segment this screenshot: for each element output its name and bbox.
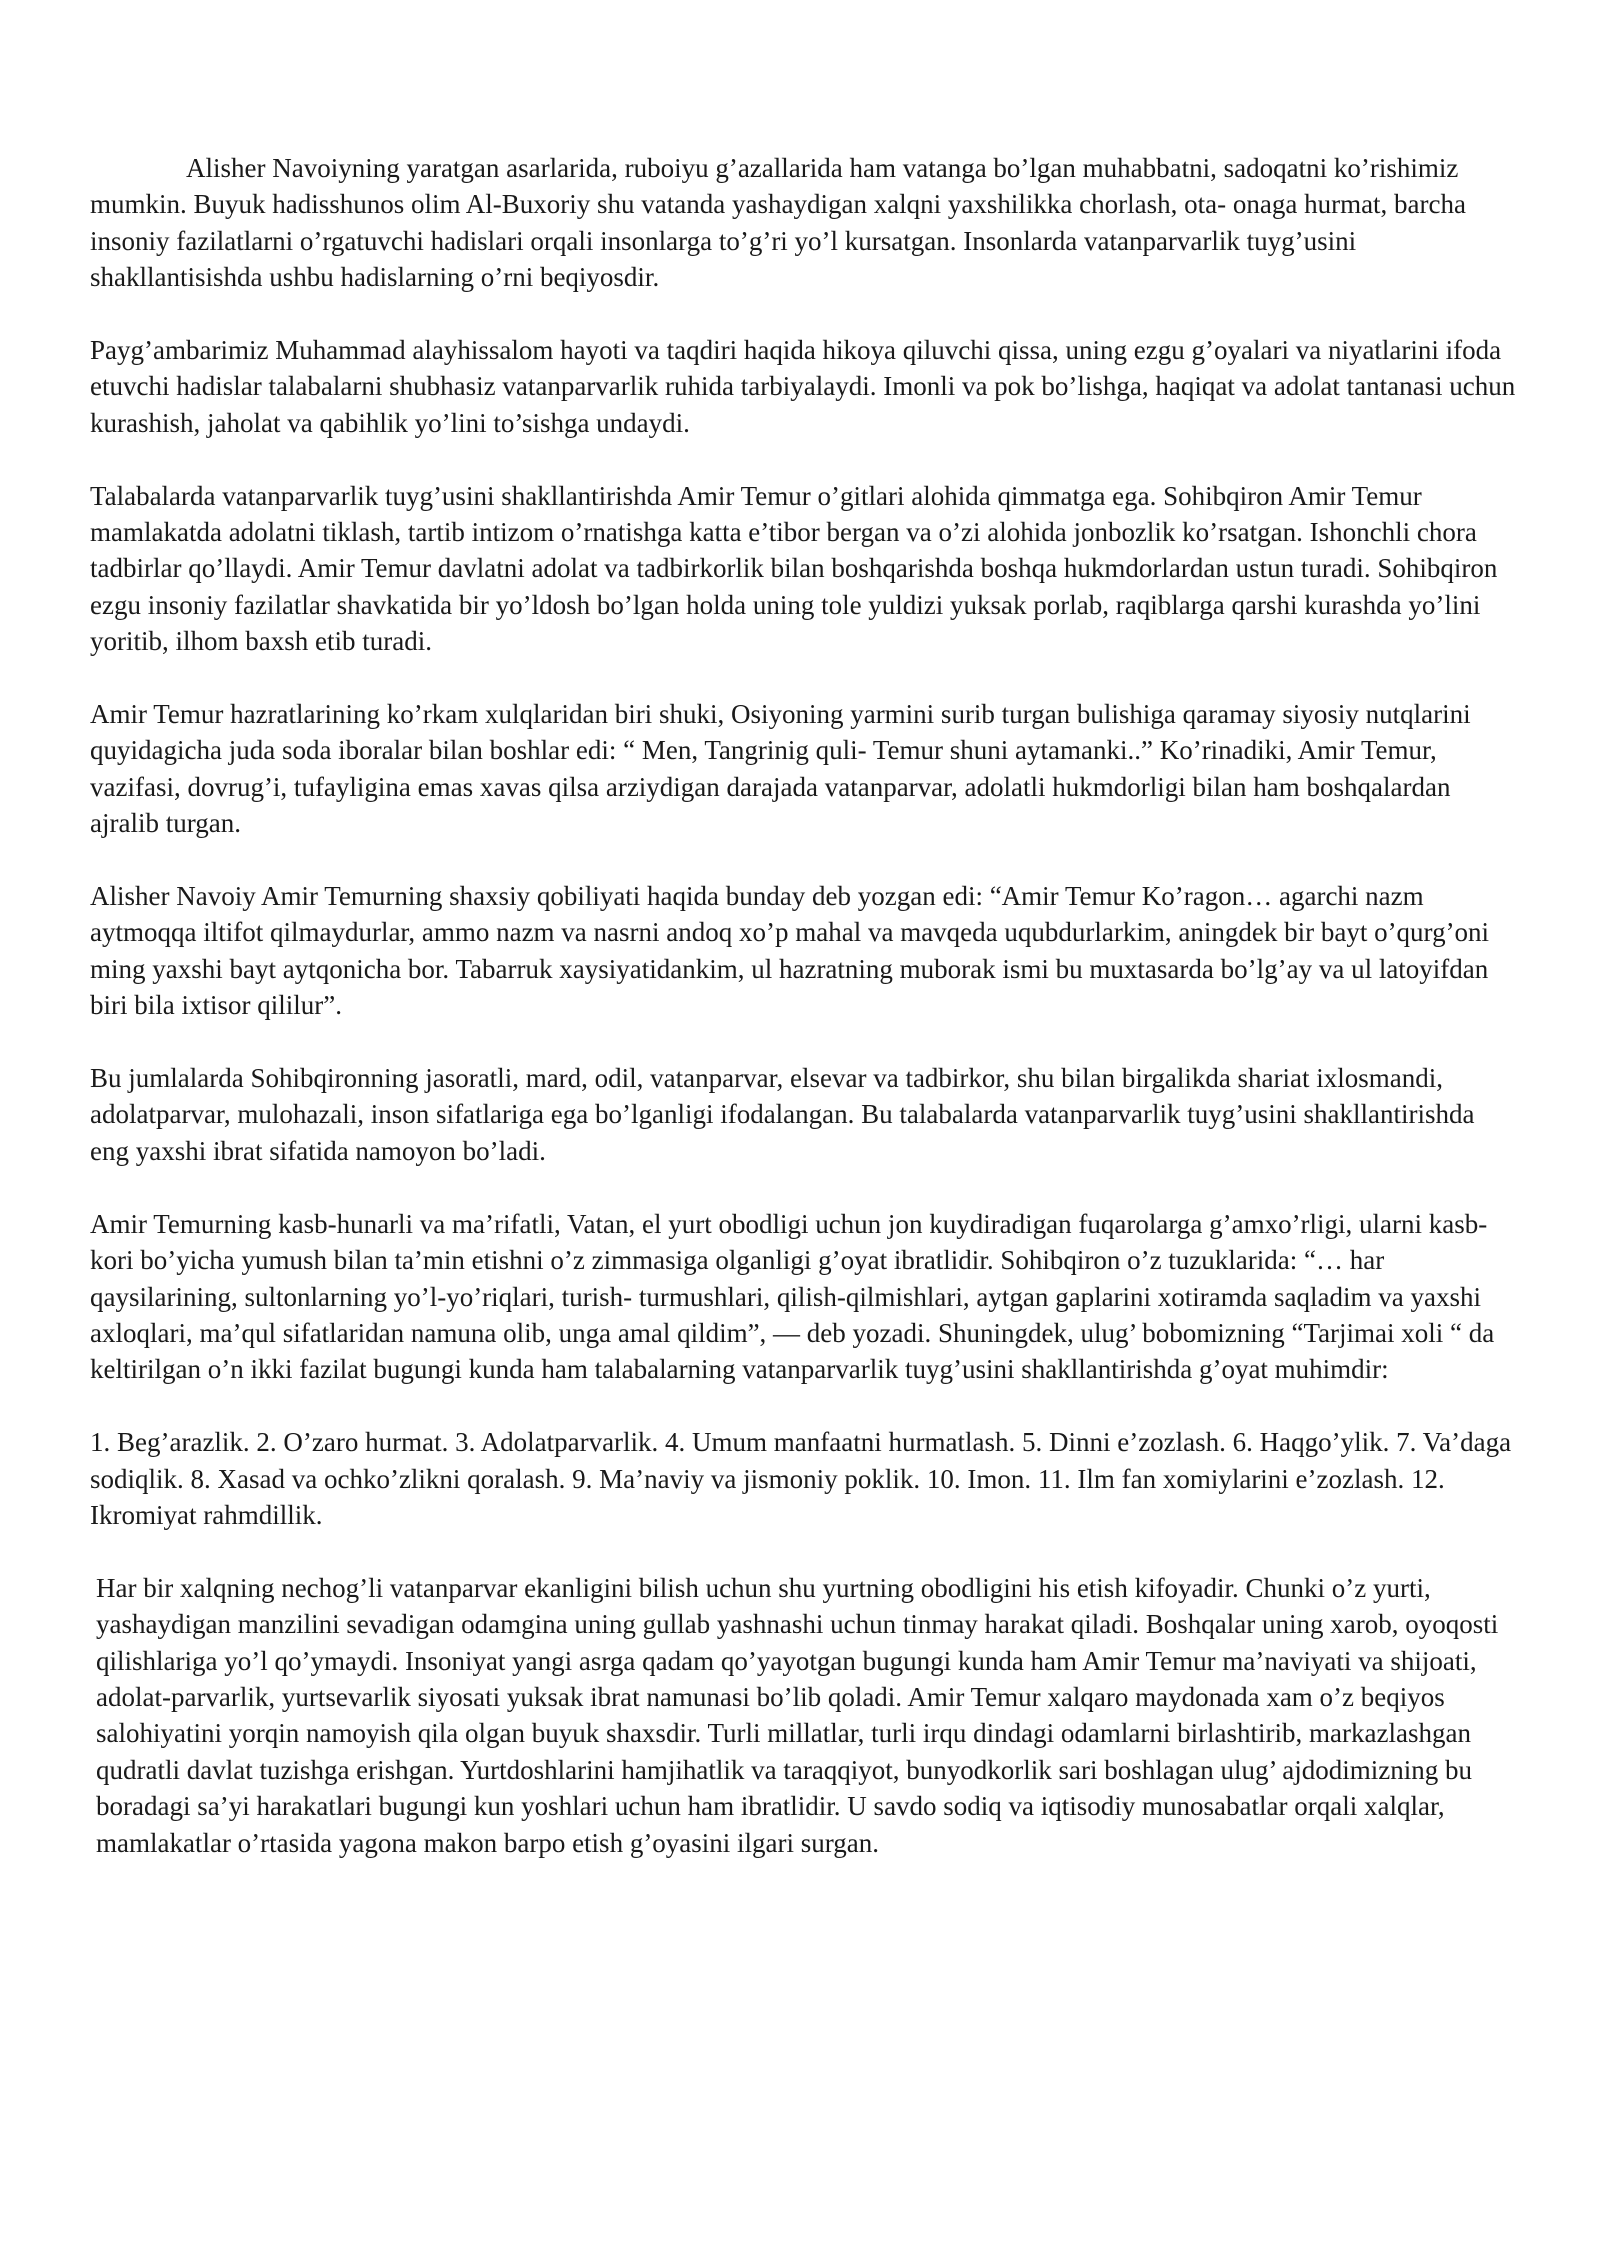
paragraph-temur-care-citizens: Amir Temurning kasb-hunarli va ma’rifatli, Vatan, el yurt obodligi uchun jon kuydiradigan fuqarolarga g’amxo’rligi, ularni kasb-kori bo’yicha yumush bilan ta’min etishni o’z zimmasiga olganligi g’oyat ibratlidir. Sohibqiron o’z tuzuklarida: “… har qaysilarining, sultonlarning yo’l-yo’riqlari, turish- turmushlari, qilish-qilmishlari, aytgan gaplarini xotiramda saqladim va yaxshi axloqlari, ma’qul sifatlaridan namuna olib, unga amal qildim”, — deb yozadi. Shuningdek, ulug’ bobomizning “Tarjimai xoli “ da keltirilgan o’n ikki fazilat bugungi kunda ham talabalarning vatanparvarlik tuyg’usini shakllantirishda g’oyat muhimdir:	[90, 1208, 1495, 1385]
paragraph-sohibqiron-qualities: Bu jumlalarda Sohibqironning jasoratli, mard, odil, vatanparvar, elsevar va tadbirkor, shu bilan birgalikda shariat ixlosmandi, adolatparvar, mulohazali, inson sifatlariga ega bo’lganligi ifodalangan. Bu talabalarda vatanparvarlik tuyg’usini shakllantirishda eng yaxshi ibrat sifatida namoyon bo’ladi.	[90, 1063, 1475, 1166]
paragraph-navoiy-on-temur: Alisher Navoiy Amir Temurning shaxsiy qobiliyati haqida bunday deb yozgan edi: “Amir Temur Ko’ragon… agarchi nazm aytmoqqa iltifot qilmaydurlar, ammo nazm va nasrni andoq xo’p mahal va mavqeda uqubdurlarkim, aningdek bir bayt o’qurg’oni ming yaxshi bayt aytqonicha bor. Tabarruk xaysiyatidankim, ul hazratning muborak ismi bu muxtasarda bo’lg’ay va ul latoyifdan biri bila ixtisor qililur”.	[90, 881, 1490, 1021]
paragraph-amir-temur-character: Amir Temur hazratlarining ko’rkam xulqlaridan biri shuki, Osiyoning yarmini surib turgan bulishiga qaramay siyosiy nutqlarini quyidagicha juda soda iboralar bilan boshlar edi: “ Men, Tangrinig quli- Temur shuni aytamanki..” Ko’rinadiki, Amir Temur, vazifasi, dovrug’i, tufayligina emas xavas qilsa arziydigan darajada vatanparvar, adolatli hukmdorligi bilan ham boshqalardan ajralib turgan.	[90, 699, 1471, 839]
paragraph-amir-temur-teachings: Talabalarda vatanparvarlik tuyg’usini shakllantirishda Amir Temur o’gitlari alohida qimmatga ega. Sohibqiron Amir Temur mamlakatda adolatni tiklash, tartib intizom o’rnatishga katta e’tibor bergan va o’zi alohida jonbozlik ko’rsatgan. Ishonchli chora tadbirlar qo’llaydi. Amir Temur davlatni adolat va tadbirkorlik bilan boshqarishda boshqa hukmdorlardan ustun turadi. Sohibqiron ezgu insoniy fazilatlar shavkatida bir yo’ldosh bo’lgan holda uning tole yuldizi yuksak porlab, raqiblarga qarshi kurashda yo’lini yoritib, ilhom baxsh etib turadi.	[90, 480, 1498, 657]
paragraph-navoiy-buxoriy: Alisher Navoiyning yaratgan asarlarida, ruboiyu g’azallarida ham vatanga bo’lgan muhabbatni, sadoqatni ko’rishimiz mumkin. Buyuk hadisshunos olim Al-Buxoriy shu vatanda yashaydigan xalqni yaxshilikka chorlash, ota- onaga hurmat, barcha insoniy fazilatlarni o’rgatuvchi hadislari orqali insonlarga to’g’ri yo’l kursatgan. Insonlarda vatanparvarlik tuyg’usini shakllantisishda ushbu hadislarning o’rni beqiyosdir.	[90, 153, 1466, 293]
paragraph-twelve-virtues-list: 1. Beg’arazlik. 2. O’zaro hurmat. 3. Adolatparvarlik. 4. Umum manfaatni hurmatlash. 5. Dinni e’zozlash. 6. Haqgo’ylik. 7. Va’daga sodiqlik. 8. Xasad va ochko’zlikni qoralash. 9. Ma’naviy va jismoniy poklik. 10. Imon. 11. Ilm fan xomiylarini e’zozlash. 12. Ikromiyat rahmdillik.	[90, 1427, 1512, 1530]
paragraph-prophet-hadith: Payg’ambarimiz Muhammad alayhissalom hayoti va taqdiri haqida hikoya qiluvchi qissa, uning ezgu g’oyalari va niyatlarini ifoda etuvchi hadislar talabalarni shubhasiz vatanparvarlik ruhida tarbiyalaydi. Imonli va pok bo’lishga, haqiqat va adolat tantanasi uchun kurashish, jaholat va qabihlik yo’lini to’sishga undaydi.	[90, 335, 1516, 438]
paragraph-patriotism-conclusion: Har bir xalqning nechog’li vatanparvar ekanligini bilish uchun shu yurtning obodligini his etish kifoyadir. Chunki o’z yurti, yashaydigan manzilini sevadigan odamgina uning gullab yashnashi uchun tinmay harakat qiladi. Boshqalar uning xarob, oyoqosti qilishlariga yo’l qo’ymaydi. Insoniyat yangi asrga qadam qo’yayotgan bugungi kunda ham Amir Temur ma’naviyati va shijoati, adolat-parvarlik, yurtsevarlik siyosati yuksak ibrat namunasi bo’lib qoladi. Amir Temur xalqaro maydonada xam o’z beqiyos salohiyatini yorqin namoyish qila olgan buyuk shaxsdir. Turli millatlar, turli irqu dindagi odamlarni birlashtirib, markazlashgan qudratli davlat tuzishga erishgan. Yurtdoshlarini hamjihatlik va taraqqiyot, bunyodkorlik sari boshlagan ulug’ ajdodimizning bu boradagi sa’yi harakatlari bugungi kun yoshlari uchun ham ibratlidir. U savdo sodiq va iqtisodiy munosabatlar orqali xalqlar, mamlakatlar o’rtasida yagona makon barpo etish g’oyasini ilgari surgan.	[96, 1572, 1499, 1858]
